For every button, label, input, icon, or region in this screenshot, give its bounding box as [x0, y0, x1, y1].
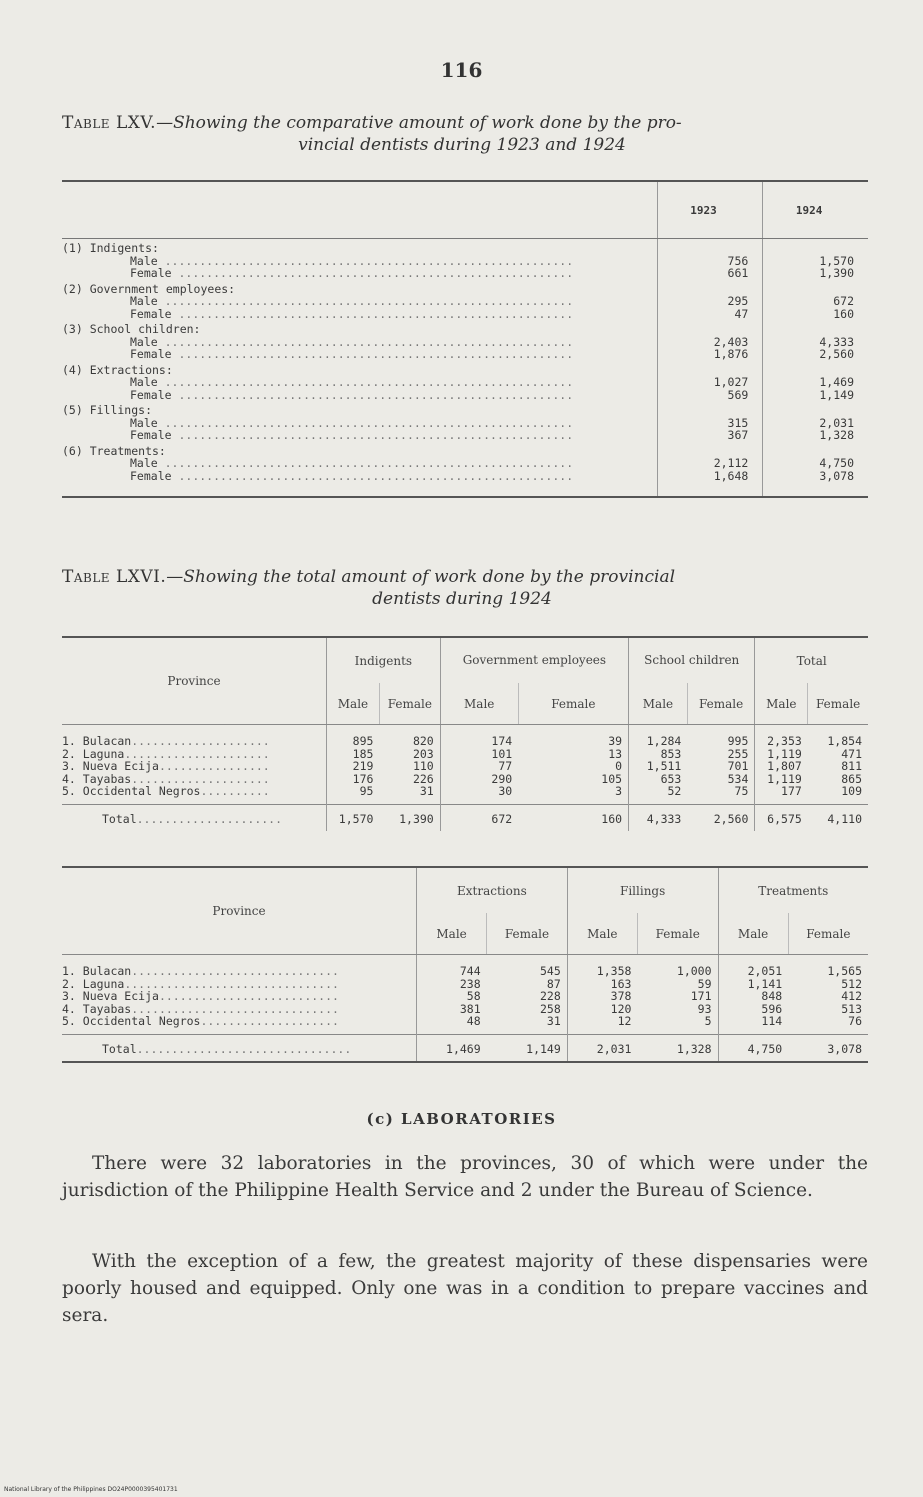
group-row [62, 401, 868, 417]
table-cell: 176 [352, 771, 374, 786]
table-cell: 93 [637, 1003, 718, 1016]
table-cell: 412 [841, 989, 862, 1003]
cell-1923: 661 [657, 267, 763, 280]
table-cell: 381 [459, 1001, 481, 1016]
cell-1924: 2,031 [819, 415, 854, 430]
cell-1924: 4,750 [819, 456, 854, 470]
table-cell: 110 [379, 760, 440, 773]
table-cell: 95 [359, 784, 374, 798]
cell-1924: 2,560 [819, 347, 854, 361]
cell-1924: 160 [833, 306, 854, 321]
leader-dots: ........................................................... [157, 456, 574, 470]
table-cell: 114 [761, 1014, 783, 1028]
table-cell: 0 [518, 760, 628, 773]
total-cell: 160 [518, 804, 628, 831]
table-cell: 653 [660, 771, 682, 786]
province-name: 2. Laguna [62, 746, 125, 761]
sub-header-female: Female [518, 683, 628, 724]
table-cell: 58 [466, 989, 481, 1003]
table-cell: 378 [610, 989, 632, 1003]
table-cell: 1,119 [767, 771, 802, 786]
leader-dots: ........................................................... [157, 375, 574, 389]
total-cell: 2,560 [687, 804, 755, 831]
table-66-label: Table LXVI. [62, 567, 167, 587]
table-cell: 865 [841, 771, 862, 786]
table-cell: 3 [518, 785, 628, 804]
cell-1923: 295 [657, 295, 763, 308]
leader-dots: .......................... [158, 989, 339, 1003]
table-cell: 75 [687, 785, 755, 804]
total-cell: 4,333 [646, 811, 682, 826]
leader-dots: .......... [200, 784, 270, 798]
total-cell: 1,570 [338, 811, 374, 826]
leader-dots: ......................................................... [171, 306, 574, 321]
cell-1923: 756 [657, 255, 763, 268]
table-row [62, 955, 868, 978]
group-label: (4) Extractions: [62, 361, 657, 377]
total-cell: 1,328 [637, 1034, 718, 1062]
table-cell: 820 [379, 725, 440, 748]
table-cell: 77 [498, 759, 513, 773]
row-label: Male [130, 415, 158, 430]
group-row [62, 442, 868, 458]
group-row [62, 361, 868, 377]
table-row [62, 267, 868, 280]
cell-1923: 569 [657, 389, 763, 402]
leader-dots: ..................... [124, 746, 270, 761]
table-65 [62, 180, 868, 498]
table-cell: 52 [667, 784, 682, 798]
table-cell: 109 [841, 784, 862, 798]
table-66-part-2 [62, 866, 868, 1063]
table-65-title-line2: vincial dentists during 1923 and 1924 [298, 135, 626, 155]
table-66-title-line1: —Showing the total amount of work done by the provincial [166, 567, 676, 587]
table-cell: 185 [352, 746, 374, 761]
table-cell: 596 [761, 1001, 783, 1016]
group-header-extractions: Extractions [417, 867, 568, 913]
table-cell: 163 [610, 976, 632, 991]
table-cell: 1,119 [767, 746, 802, 761]
cell-1923: 1,876 [657, 348, 763, 361]
total-label: Total [102, 811, 137, 826]
province-name: 4. Tayabas [62, 1001, 132, 1016]
page-number: 116 [440, 58, 483, 82]
table-cell: 30 [498, 784, 513, 798]
section-heading-laboratories: (c) LABORATORIES [366, 1110, 557, 1128]
sub-header-male: Male [567, 913, 637, 954]
cell-1924: 1,570 [819, 253, 854, 268]
cell-1924: 1,149 [819, 387, 854, 402]
cell-1924: 1,390 [819, 266, 854, 280]
leader-dots: ................ [158, 759, 270, 773]
table-cell: 59 [637, 978, 718, 991]
cell-1923: 315 [657, 417, 763, 430]
province-name: 1. Bulacan [62, 734, 132, 748]
col-header-1924: 1924 [763, 181, 868, 239]
leader-dots: ......................................................... [171, 347, 574, 361]
leader-dots: ........................................................... [157, 253, 574, 268]
row-label: Male [130, 334, 158, 349]
table-row [62, 725, 868, 748]
sub-header-male: Male [718, 913, 788, 954]
cell-1923: 1,648 [657, 470, 763, 483]
leader-dots: ........................................................... [157, 415, 574, 430]
group-header-total: Total [796, 653, 827, 668]
table-cell: 1,854 [827, 734, 862, 748]
table-cell: 471 [841, 746, 862, 761]
table-cell: 744 [459, 964, 481, 978]
table-66-caption [62, 566, 862, 610]
cell-1924: 3,078 [819, 468, 854, 483]
group-label: (6) Treatments: [62, 442, 657, 458]
table-cell: 290 [491, 771, 513, 786]
leader-dots: ........................................................... [157, 294, 574, 308]
table-cell: 545 [487, 955, 568, 978]
province-header-2: Province [62, 867, 417, 955]
row-label: Male [130, 375, 158, 389]
leader-dots: .............................. [131, 964, 339, 978]
table-cell: 31 [379, 785, 440, 804]
cell-1924: 4,333 [819, 334, 854, 349]
table-cell: 258 [487, 1003, 568, 1016]
row-label: Female [130, 428, 172, 442]
leader-dots: ......................................................... [171, 428, 574, 442]
row-label: Male [130, 294, 158, 308]
total-row [62, 804, 868, 831]
table-cell: 174 [491, 734, 513, 748]
table-row [62, 470, 868, 483]
group-header-fillings: Fillings [567, 867, 718, 913]
cell-1923: 1,027 [657, 376, 763, 389]
table-cell: 120 [610, 1001, 632, 1016]
sub-header-male: Male [440, 683, 518, 724]
total-cell: 1,149 [487, 1034, 568, 1062]
cell-1923: 2,403 [657, 336, 763, 349]
table-cell: 1,141 [747, 976, 783, 991]
table-cell: 2,353 [767, 734, 802, 748]
province-header: Province [62, 637, 327, 725]
table-cell: 13 [518, 748, 628, 761]
group-header-school-children: School children [629, 637, 755, 683]
total-cell: 1,390 [379, 804, 440, 831]
cell-1924: 672 [833, 294, 854, 308]
row-label: Male [130, 253, 158, 268]
table-cell: 1,358 [596, 964, 632, 978]
table-cell: 105 [518, 773, 628, 786]
province-name: 1. Bulacan [62, 964, 132, 978]
total-cell: 4,110 [827, 811, 862, 826]
total-label: Total [102, 1041, 137, 1056]
group-row [62, 280, 868, 296]
table-cell: 255 [687, 748, 755, 761]
group-row [62, 239, 868, 255]
row-label: Male [130, 456, 158, 470]
table-cell: 1,807 [767, 759, 802, 773]
leader-dots: ..................... [136, 811, 283, 826]
table-cell: 895 [352, 734, 374, 748]
table-cell: 513 [841, 1001, 862, 1016]
table-cell: 1,565 [827, 964, 862, 978]
group-header-indigents: Indigents [327, 637, 441, 683]
group-header-government-employees: Government employees [440, 637, 628, 683]
sub-header-male: Male [755, 683, 808, 724]
paragraph-2: With the exception of a few, the greatest majority of these dispensaries were poorly housed and equipped. Only one was in a condition to prepare vaccines and sera. [62, 1251, 868, 1326]
group-label: (5) Fillings: [62, 401, 657, 417]
table-cell: 5 [637, 1015, 718, 1034]
table-cell: 853 [660, 746, 682, 761]
group-label: (1) Indigents: [62, 239, 657, 255]
sub-header-male: Male [327, 683, 380, 724]
row-label: Female [130, 468, 172, 483]
cell-1923: 367 [657, 429, 763, 442]
table-cell: 177 [781, 784, 802, 798]
table-cell: 1,000 [637, 955, 718, 978]
table-row [62, 785, 868, 804]
cell-1923: 2,112 [657, 457, 763, 470]
row-label: Female [130, 306, 172, 321]
sub-header-female: Female [379, 683, 440, 724]
sub-header-female: Female [808, 683, 868, 724]
table-cell: 995 [687, 725, 755, 748]
row-label: Female [130, 347, 172, 361]
leader-dots: ......................................................... [171, 468, 574, 483]
table-cell: 226 [379, 773, 440, 786]
table-cell: 171 [637, 990, 718, 1003]
province-name: 5. Occidental Negros [62, 784, 201, 798]
total-cell: 2,031 [596, 1041, 632, 1056]
table-cell: 87 [487, 978, 568, 991]
table-cell: 48 [466, 1014, 481, 1028]
province-name: 3. Nueva Ecija [62, 989, 159, 1003]
group-label: (3) School children: [62, 320, 657, 336]
table-cell: 31 [487, 1015, 568, 1034]
table-cell: 512 [841, 976, 862, 991]
sub-header-female: Female [637, 913, 718, 954]
province-name: 5. Occidental Negros [62, 1014, 201, 1028]
total-row [62, 1034, 868, 1062]
table-cell: 76 [848, 1014, 862, 1028]
table-65-title-line1: —Showing the comparative amount of work done by the pro- [156, 113, 682, 133]
table-cell: 811 [841, 759, 862, 773]
group-row [62, 320, 868, 336]
sub-header-female: Female [788, 913, 868, 954]
cell-1923: 47 [657, 308, 763, 321]
table-row [62, 308, 868, 321]
leader-dots: ......................................................... [171, 387, 574, 402]
table-66-title-line2: dentists during 1924 [372, 589, 552, 609]
leader-dots: ......................................................... [171, 266, 574, 280]
col-header-1923: 1923 [657, 181, 763, 239]
leader-dots: .............................. [131, 1001, 339, 1016]
leader-dots: .................... [131, 771, 270, 786]
cell-1924: 1,328 [819, 428, 854, 442]
table-row [62, 1015, 868, 1034]
row-label: Female [130, 387, 172, 402]
table-cell: 219 [352, 759, 374, 773]
sub-header-female: Female [487, 913, 568, 954]
sub-header-male: Male [417, 913, 487, 954]
table-65-blank-header [62, 181, 657, 239]
table-cell: 228 [487, 990, 568, 1003]
table-cell: 39 [518, 725, 628, 748]
cell-1924: 1,469 [819, 375, 854, 389]
table-cell: 534 [687, 773, 755, 786]
total-cell: 1,469 [446, 1041, 481, 1056]
paragraph-1: There were 32 laboratories in the provinces, 30 of which were under the jurisdiction of the Philippine Health Service and 2 under the Bureau of Science. [62, 1153, 868, 1201]
leader-dots: ............................... [124, 976, 339, 991]
sub-header-female: Female [687, 683, 755, 724]
group-header-treatments: Treatments [758, 883, 829, 898]
group-label: (2) Government employees: [62, 280, 657, 296]
scan-footer: National Library of the Philippines DO24P0000395401731 [4, 1486, 178, 1493]
table-cell: 1,511 [646, 759, 682, 773]
leader-dots: .................... [131, 734, 270, 748]
province-name: 3. Nueva Ecija [62, 759, 159, 773]
table-row [62, 429, 868, 442]
table-65-label: Table LXV. [62, 113, 157, 133]
table-row [62, 348, 868, 361]
table-cell: 12 [617, 1014, 632, 1028]
table-cell: 101 [491, 746, 513, 761]
table-66-part-1 [62, 636, 868, 831]
total-cell: 6,575 [767, 811, 802, 826]
province-name: 2. Laguna [62, 976, 125, 991]
table-cell: 2,051 [747, 964, 783, 978]
table-cell: 848 [761, 989, 783, 1003]
total-cell: 4,750 [747, 1041, 783, 1056]
province-name: 4. Tayabas [62, 771, 132, 786]
table-cell: 238 [459, 976, 481, 991]
total-cell: 672 [491, 811, 513, 826]
row-label: Female [130, 266, 172, 280]
total-cell: 3,078 [827, 1041, 862, 1056]
leader-dots: ............................... [136, 1041, 352, 1056]
table-cell: 1,284 [646, 734, 682, 748]
sub-header-male: Male [629, 683, 688, 724]
leader-dots: ........................................................... [157, 334, 574, 349]
table-cell: 203 [379, 748, 440, 761]
table-65-caption [62, 112, 862, 156]
leader-dots: .................... [200, 1014, 339, 1028]
table-cell: 701 [687, 760, 755, 773]
table-row [62, 389, 868, 402]
